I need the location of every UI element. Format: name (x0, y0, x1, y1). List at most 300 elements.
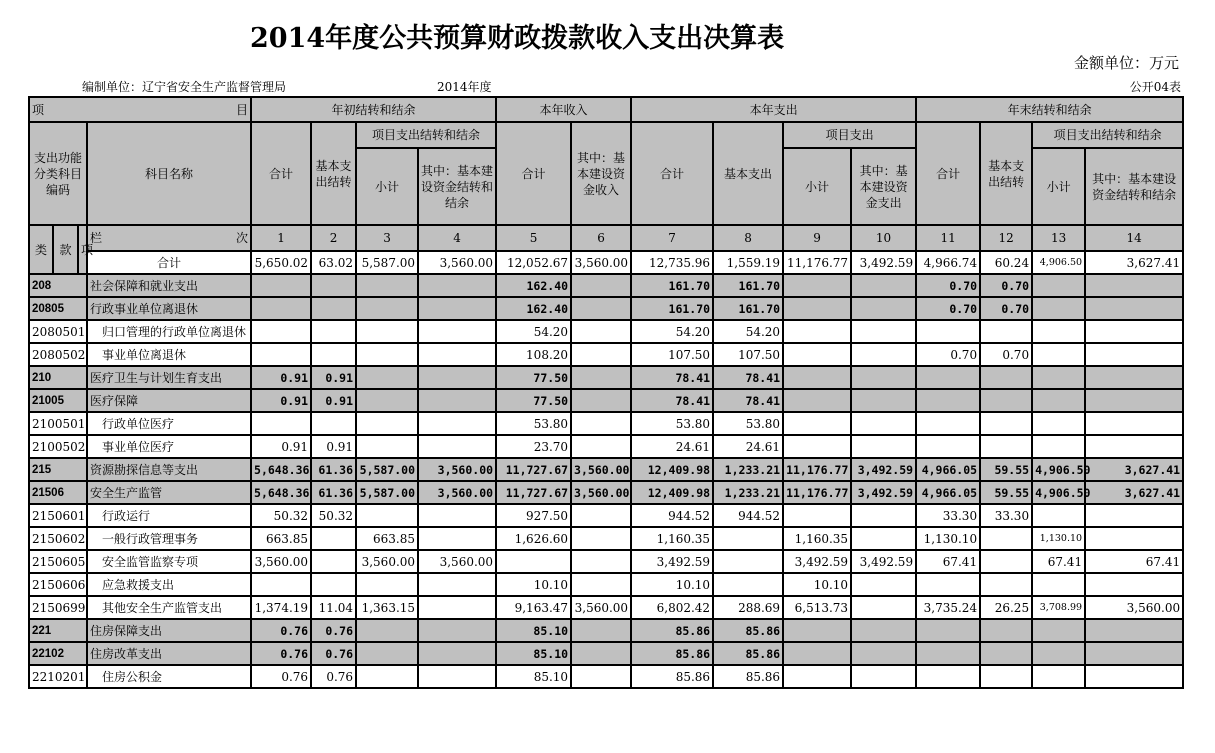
row-value: 67.41 (916, 550, 980, 573)
row-value (418, 435, 496, 458)
row-code: 221 (29, 619, 87, 642)
row-value (783, 343, 851, 366)
row-value (571, 435, 631, 458)
row-value: 4,906.50 (1032, 481, 1085, 504)
row-value (980, 366, 1032, 389)
row-value: 85.86 (631, 665, 713, 688)
header-column-index (87, 225, 251, 251)
row-value: 85.86 (631, 619, 713, 642)
header-c7: 合计 (631, 122, 713, 225)
row-value: 59.55 (980, 481, 1032, 504)
header-c9: 小计 (783, 148, 851, 225)
header-c910: 项目支出 (783, 122, 916, 148)
row-value: 1,626.60 (496, 527, 571, 550)
row-value (571, 665, 631, 688)
row-value (980, 642, 1032, 665)
row-value (980, 412, 1032, 435)
row-value: 11,176.77 (783, 481, 851, 504)
row-value (1032, 389, 1085, 412)
row-value (356, 642, 418, 665)
header-c12: 基本支出结转 (980, 122, 1032, 225)
row-value (571, 619, 631, 642)
header-lan: 栏 (90, 231, 103, 245)
row-value: 85.10 (496, 642, 571, 665)
row-value (311, 343, 356, 366)
row-value: 0.91 (251, 366, 311, 389)
row-value: 54.20 (713, 320, 783, 343)
row-name: 行政单位医疗 (87, 412, 251, 435)
row-name: 一般行政管理事务 (87, 527, 251, 550)
row-name: 医疗保障 (87, 389, 251, 412)
row-name: 事业单位离退休 (87, 343, 251, 366)
table-row (29, 458, 1183, 481)
row-value: 3,560.00 (418, 458, 496, 481)
row-value (356, 573, 418, 596)
row-code: 2080501 (29, 320, 87, 343)
total-value: 1,559.19 (713, 251, 783, 274)
row-value (980, 527, 1032, 550)
row-value (251, 320, 311, 343)
row-value: 1,374.19 (251, 596, 311, 619)
row-value: 1,130.10 (1032, 527, 1085, 550)
total-value: 3,627.41 (1085, 251, 1183, 274)
row-value: 5,648.36 (251, 458, 311, 481)
row-value: 3,492.59 (851, 481, 916, 504)
row-value (851, 504, 916, 527)
column-number: 9 (783, 225, 851, 251)
row-value (916, 642, 980, 665)
row-value: 288.69 (713, 596, 783, 619)
row-value: 78.41 (713, 366, 783, 389)
row-value (418, 297, 496, 320)
row-value: 1,363.15 (356, 596, 418, 619)
row-value (916, 435, 980, 458)
row-code: 2100502 (29, 435, 87, 458)
row-name: 医疗卫生与计划生育支出 (87, 366, 251, 389)
row-value: 50.32 (251, 504, 311, 527)
row-value (251, 412, 311, 435)
row-value (916, 320, 980, 343)
row-code: 2150602 (29, 527, 87, 550)
row-value (571, 274, 631, 297)
row-value: 67.41 (1032, 550, 1085, 573)
total-value: 63.02 (311, 251, 356, 274)
row-value (1085, 412, 1183, 435)
table-row (29, 573, 1183, 596)
row-value (251, 274, 311, 297)
header-ci: 次 (236, 231, 249, 245)
row-value (1085, 297, 1183, 320)
total-value: 5,587.00 (356, 251, 418, 274)
row-value (571, 527, 631, 550)
row-value: 24.61 (713, 435, 783, 458)
row-value: 3,560.00 (571, 596, 631, 619)
header-opening-balance: 年初结转和结余 (251, 97, 496, 122)
row-value: 3,492.59 (631, 550, 713, 573)
amount-unit: 金额单位：万元 (1073, 54, 1179, 72)
table-row (29, 389, 1183, 412)
row-value (713, 573, 783, 596)
row-value: 1,233.21 (713, 481, 783, 504)
row-value: 0.91 (251, 389, 311, 412)
total-value: 3,560.00 (418, 251, 496, 274)
form-number: 公开04表 (1129, 80, 1181, 94)
total-value: 4,966.74 (916, 251, 980, 274)
header-xiang: 项 (78, 225, 87, 274)
row-value (571, 412, 631, 435)
table-row (29, 366, 1183, 389)
header-c3: 小计 (356, 148, 418, 225)
row-value (713, 550, 783, 573)
row-value: 6,802.42 (631, 596, 713, 619)
row-value (1032, 297, 1085, 320)
row-code: 210 (29, 366, 87, 389)
row-value: 3,560.00 (251, 550, 311, 573)
header-c4: 其中：基本建设资金结转和结余 (418, 148, 496, 225)
row-value: 161.70 (631, 274, 713, 297)
row-name: 归口管理的行政单位离退休 (87, 320, 251, 343)
row-value (356, 435, 418, 458)
row-value (980, 619, 1032, 642)
table-row (29, 297, 1183, 320)
row-value (356, 619, 418, 642)
row-value (311, 274, 356, 297)
row-value: 59.55 (980, 458, 1032, 481)
row-value: 0.76 (251, 619, 311, 642)
row-value: 3,560.00 (1085, 596, 1183, 619)
row-name: 其他安全生产监管支出 (87, 596, 251, 619)
row-value (311, 297, 356, 320)
row-code: 215 (29, 458, 87, 481)
row-value: 11.04 (311, 596, 356, 619)
row-value (980, 389, 1032, 412)
row-name: 住房公积金 (87, 665, 251, 688)
row-code: 21506 (29, 481, 87, 504)
row-value (418, 527, 496, 550)
row-value: 0.70 (916, 297, 980, 320)
row-code: 21005 (29, 389, 87, 412)
row-value (418, 596, 496, 619)
row-value (851, 412, 916, 435)
column-number: 7 (631, 225, 713, 251)
row-value (851, 527, 916, 550)
row-value: 0.76 (251, 665, 311, 688)
row-value: 927.50 (496, 504, 571, 527)
row-code: 2210201 (29, 665, 87, 688)
row-value (356, 665, 418, 688)
row-value (571, 642, 631, 665)
row-value: 23.70 (496, 435, 571, 458)
total-row (29, 251, 1183, 274)
row-value (851, 573, 916, 596)
row-value: 0.76 (311, 642, 356, 665)
row-value: 0.70 (980, 343, 1032, 366)
total-value: 4,906.50 (1032, 251, 1085, 274)
row-value (783, 435, 851, 458)
row-value: 663.85 (251, 527, 311, 550)
row-value (571, 504, 631, 527)
row-value (783, 412, 851, 435)
row-value (496, 550, 571, 573)
row-value (783, 366, 851, 389)
row-value (783, 274, 851, 297)
row-value: 108.20 (496, 343, 571, 366)
column-number: 14 (1085, 225, 1183, 251)
row-name: 安全生产监管 (87, 481, 251, 504)
row-value: 107.50 (713, 343, 783, 366)
row-value: 3,560.00 (571, 458, 631, 481)
row-value: 663.85 (356, 527, 418, 550)
row-value (356, 343, 418, 366)
row-value (1085, 527, 1183, 550)
table-row (29, 481, 1183, 504)
column-number: 4 (418, 225, 496, 251)
column-number: 11 (916, 225, 980, 251)
row-value: 10.10 (496, 573, 571, 596)
row-value: 4,966.05 (916, 458, 980, 481)
row-value (418, 412, 496, 435)
row-value: 161.70 (713, 274, 783, 297)
row-value: 0.91 (251, 435, 311, 458)
row-value: 1,233.21 (713, 458, 783, 481)
row-value (311, 320, 356, 343)
row-value: 3,627.41 (1085, 458, 1183, 481)
header-c11: 合计 (916, 122, 980, 225)
table-row (29, 550, 1183, 573)
row-value (251, 343, 311, 366)
row-value: 85.86 (713, 642, 783, 665)
row-value: 53.80 (631, 412, 713, 435)
row-value (980, 320, 1032, 343)
row-value: 11,727.67 (496, 458, 571, 481)
table-row (29, 343, 1183, 366)
header-c8: 基本支出 (713, 122, 783, 225)
row-value: 0.70 (916, 343, 980, 366)
row-value: 10.10 (631, 573, 713, 596)
row-code: 208 (29, 274, 87, 297)
row-value: 5,587.00 (356, 481, 418, 504)
row-value (571, 297, 631, 320)
row-value (1085, 619, 1183, 642)
row-value: 3,492.59 (783, 550, 851, 573)
row-value (916, 619, 980, 642)
row-value (783, 297, 851, 320)
column-number: 6 (571, 225, 631, 251)
row-value (418, 366, 496, 389)
row-value: 0.70 (980, 297, 1032, 320)
header-expenditure: 本年支出 (631, 97, 916, 122)
row-code: 2080502 (29, 343, 87, 366)
row-value (1085, 343, 1183, 366)
row-value (980, 550, 1032, 573)
column-number: 13 (1032, 225, 1085, 251)
row-value (1085, 320, 1183, 343)
row-value: 77.50 (496, 389, 571, 412)
row-value: 85.86 (713, 665, 783, 688)
row-value: 161.70 (631, 297, 713, 320)
row-value: 0.91 (311, 389, 356, 412)
row-value (851, 665, 916, 688)
row-value: 10.10 (783, 573, 851, 596)
row-value (783, 504, 851, 527)
header-c14: 其中：基本建设资金结转和结余 (1085, 148, 1183, 225)
row-value (571, 343, 631, 366)
row-value: 50.32 (311, 504, 356, 527)
row-value: 85.10 (496, 619, 571, 642)
row-value: 53.80 (713, 412, 783, 435)
header-lei: 类 (29, 225, 53, 274)
row-value (1032, 320, 1085, 343)
row-value (356, 366, 418, 389)
table-row (29, 274, 1183, 297)
row-value (571, 366, 631, 389)
total-value: 3,492.59 (851, 251, 916, 274)
header-item (29, 97, 251, 122)
fiscal-year: 2014年度 (437, 80, 492, 94)
row-value: 944.52 (713, 504, 783, 527)
row-value (980, 435, 1032, 458)
row-value (1085, 573, 1183, 596)
table-row (29, 665, 1183, 688)
table-row (29, 504, 1183, 527)
row-value (418, 343, 496, 366)
row-value: 0.76 (311, 665, 356, 688)
row-value: 3,735.24 (916, 596, 980, 619)
row-value: 3,560.00 (356, 550, 418, 573)
column-number: 12 (980, 225, 1032, 251)
row-value: 3,492.59 (851, 458, 916, 481)
total-value: 12,052.67 (496, 251, 571, 274)
row-name: 安全监管监察专项 (87, 550, 251, 573)
row-value (1032, 504, 1085, 527)
row-value (1032, 642, 1085, 665)
header-income: 本年收入 (496, 97, 631, 122)
total-value: 11,176.77 (783, 251, 851, 274)
header-c5: 合计 (496, 122, 571, 225)
table-row (29, 435, 1183, 458)
header-c13: 小计 (1032, 148, 1085, 225)
row-value (571, 573, 631, 596)
row-value (916, 412, 980, 435)
row-value: 33.30 (980, 504, 1032, 527)
row-value (916, 573, 980, 596)
column-number: 2 (311, 225, 356, 251)
row-value: 0.76 (311, 619, 356, 642)
row-value (851, 320, 916, 343)
row-value (1032, 619, 1085, 642)
row-value (1032, 412, 1085, 435)
row-value (851, 596, 916, 619)
row-value (418, 274, 496, 297)
row-value (356, 297, 418, 320)
total-value: 5,650.02 (251, 251, 311, 274)
row-value: 11,727.67 (496, 481, 571, 504)
row-value (251, 297, 311, 320)
row-value (356, 274, 418, 297)
row-value (1032, 435, 1085, 458)
row-value (916, 665, 980, 688)
row-value (356, 504, 418, 527)
row-value (851, 642, 916, 665)
row-value (356, 412, 418, 435)
row-value (571, 389, 631, 412)
row-value (571, 320, 631, 343)
table-row (29, 412, 1183, 435)
row-code: 2150699 (29, 596, 87, 619)
row-value (980, 573, 1032, 596)
row-name: 资源勘探信息等支出 (87, 458, 251, 481)
row-value (1032, 366, 1085, 389)
row-value (783, 389, 851, 412)
row-value (311, 573, 356, 596)
row-value: 107.50 (631, 343, 713, 366)
row-code: 2150601 (29, 504, 87, 527)
compiling-unit: 编制单位：辽宁省安全生产监督管理局 (82, 80, 287, 94)
row-value: 9,163.47 (496, 596, 571, 619)
table-row (29, 619, 1183, 642)
row-value (418, 642, 496, 665)
row-value: 944.52 (631, 504, 713, 527)
row-value: 26.25 (980, 596, 1032, 619)
row-value: 12,409.98 (631, 458, 713, 481)
row-value: 85.10 (496, 665, 571, 688)
row-value: 5,587.00 (356, 458, 418, 481)
row-value (356, 320, 418, 343)
row-code: 2100501 (29, 412, 87, 435)
row-value: 78.41 (631, 366, 713, 389)
row-value: 6,513.73 (783, 596, 851, 619)
header-c34: 项目支出结转和结余 (356, 122, 496, 148)
row-value (1032, 573, 1085, 596)
row-value: 54.20 (496, 320, 571, 343)
header-item-right: 目 (236, 102, 249, 117)
row-value (851, 274, 916, 297)
column-number: 10 (851, 225, 916, 251)
row-value (783, 619, 851, 642)
row-value: 77.50 (496, 366, 571, 389)
header-c1314: 项目支出结转和结余 (1032, 122, 1183, 148)
row-value: 3,560.00 (571, 481, 631, 504)
row-value (851, 366, 916, 389)
row-value (783, 642, 851, 665)
row-name: 行政事业单位离退休 (87, 297, 251, 320)
row-value (713, 527, 783, 550)
row-value (1032, 343, 1085, 366)
row-value (418, 389, 496, 412)
table-row (29, 642, 1183, 665)
budget-table (28, 96, 1184, 689)
row-value: 0.70 (916, 274, 980, 297)
row-value: 78.41 (713, 389, 783, 412)
row-value (980, 665, 1032, 688)
row-value: 0.91 (311, 435, 356, 458)
row-value: 0.91 (311, 366, 356, 389)
row-value (916, 389, 980, 412)
row-value: 33.30 (916, 504, 980, 527)
table-row (29, 596, 1183, 619)
row-value: 3,708.99 (1032, 596, 1085, 619)
row-value: 162.40 (496, 274, 571, 297)
row-value: 3,560.00 (418, 550, 496, 573)
header-c6: 其中：基本建设资金收入 (571, 122, 631, 225)
page-title: 2014年度公共预算财政拨款收入支出决算表 (250, 23, 785, 54)
row-value (1085, 435, 1183, 458)
total-value: 60.24 (980, 251, 1032, 274)
row-value (783, 320, 851, 343)
column-number: 1 (251, 225, 311, 251)
header-c2: 基本支出结转 (311, 122, 356, 225)
row-value: 12,409.98 (631, 481, 713, 504)
